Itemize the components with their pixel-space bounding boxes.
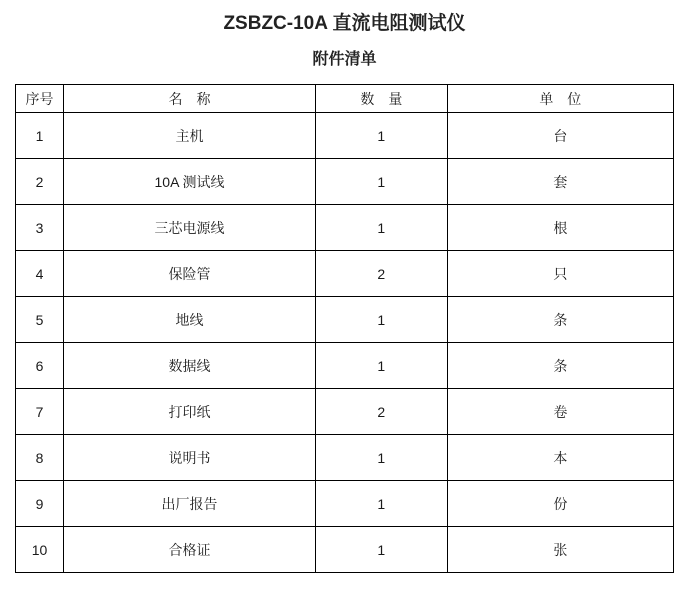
header-serial-number: 序号 xyxy=(16,85,64,113)
cell-serial-number: 8 xyxy=(16,435,64,481)
table-row xyxy=(16,435,674,481)
table-row xyxy=(16,205,674,251)
cell-unit: 卷 xyxy=(447,389,673,435)
cell-serial-number: 3 xyxy=(16,205,64,251)
cell-unit: 条 xyxy=(447,297,673,343)
table-row xyxy=(16,389,674,435)
cell-item-name: 地线 xyxy=(64,297,316,343)
cell-serial-number: 6 xyxy=(16,343,64,389)
cell-unit: 张 xyxy=(447,527,673,573)
cell-item-name: 打印纸 xyxy=(64,389,316,435)
cell-quantity: 1 xyxy=(316,297,448,343)
cell-serial-number: 7 xyxy=(16,389,64,435)
cell-unit: 只 xyxy=(447,251,673,297)
table-row xyxy=(16,113,674,159)
table-row xyxy=(16,297,674,343)
cell-unit: 份 xyxy=(447,481,673,527)
cell-item-name: 出厂报告 xyxy=(64,481,316,527)
table-header-row xyxy=(16,85,674,113)
cell-quantity: 2 xyxy=(316,251,448,297)
cell-serial-number: 9 xyxy=(16,481,64,527)
document-title: ZSBZC-10A 直流电阻测试仪 xyxy=(223,13,466,34)
header-unit: 单 位 xyxy=(447,85,673,113)
cell-unit: 套 xyxy=(447,159,673,205)
table-row xyxy=(16,527,674,573)
cell-quantity: 1 xyxy=(316,113,448,159)
accessory-table xyxy=(15,84,674,573)
cell-quantity: 1 xyxy=(316,435,448,481)
cell-item-name: 合格证 xyxy=(64,527,316,573)
cell-item-name: 三芯电源线 xyxy=(64,205,316,251)
cell-serial-number: 1 xyxy=(16,113,64,159)
cell-serial-number: 4 xyxy=(16,251,64,297)
header-quantity: 数 量 xyxy=(316,85,448,113)
cell-quantity: 1 xyxy=(316,205,448,251)
cell-quantity: 1 xyxy=(316,343,448,389)
cell-quantity: 1 xyxy=(316,481,448,527)
table-row xyxy=(16,481,674,527)
table-row xyxy=(16,343,674,389)
cell-item-name: 主机 xyxy=(64,113,316,159)
document-subtitle: 附件清单 xyxy=(312,51,377,68)
cell-item-name: 保险管 xyxy=(64,251,316,297)
cell-unit: 本 xyxy=(447,435,673,481)
cell-serial-number: 5 xyxy=(16,297,64,343)
cell-quantity: 1 xyxy=(316,527,448,573)
cell-unit: 条 xyxy=(447,343,673,389)
cell-quantity: 2 xyxy=(316,389,448,435)
cell-unit: 根 xyxy=(447,205,673,251)
table-row xyxy=(16,251,674,297)
cell-item-name: 数据线 xyxy=(64,343,316,389)
cell-serial-number: 10 xyxy=(16,527,64,573)
cell-item-name: 10A 测试线 xyxy=(64,159,316,205)
table-row xyxy=(16,159,674,205)
cell-unit: 台 xyxy=(447,113,673,159)
cell-quantity: 1 xyxy=(316,159,448,205)
header-item-name: 名 称 xyxy=(64,85,316,113)
cell-serial-number: 2 xyxy=(16,159,64,205)
cell-item-name: 说明书 xyxy=(64,435,316,481)
